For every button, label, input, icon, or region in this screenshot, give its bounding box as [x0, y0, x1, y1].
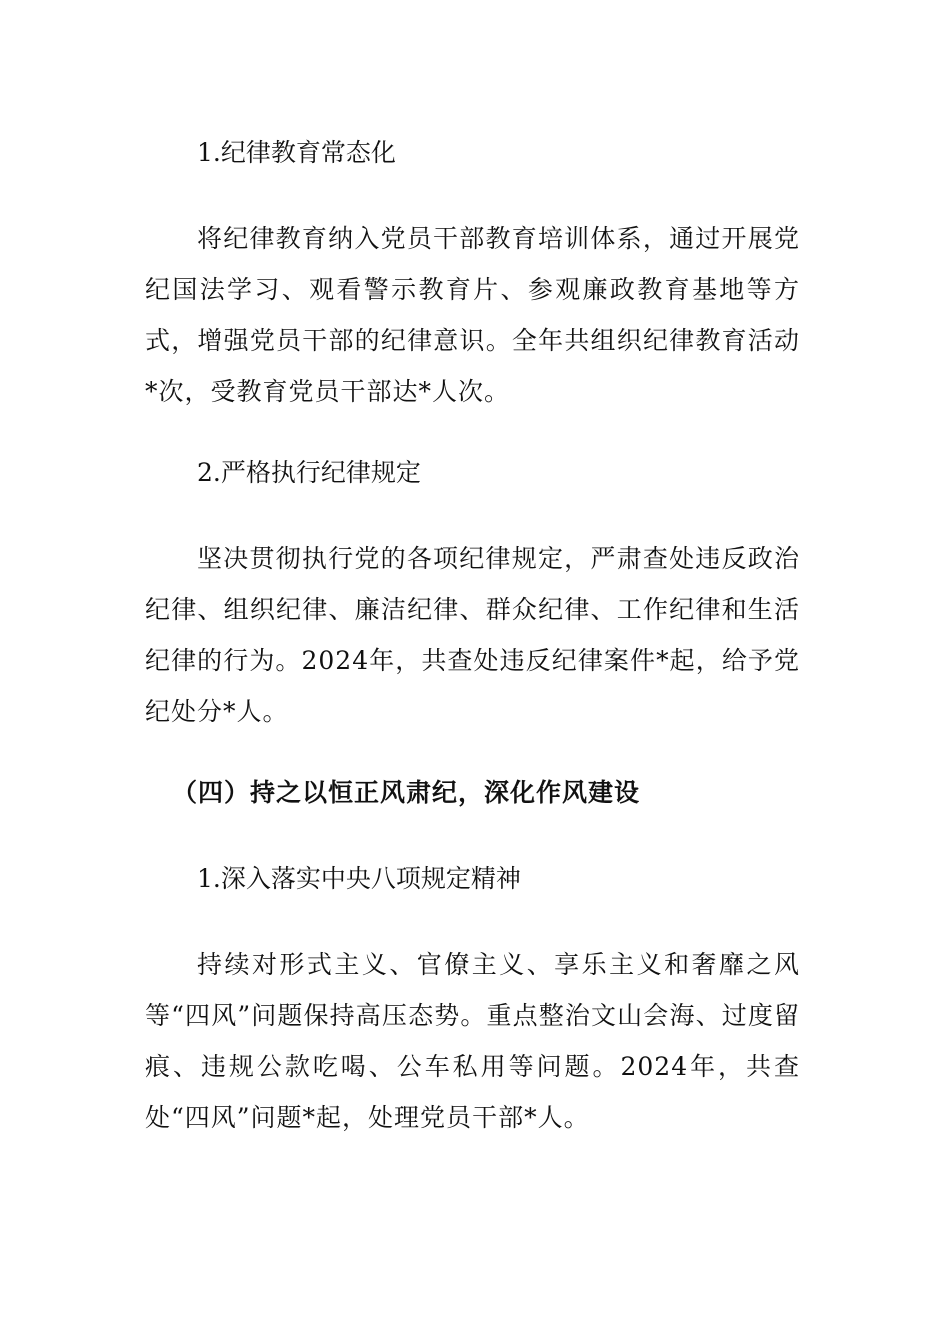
- section-heading-four: （四）持之以恒正风肃纪，深化作风建设: [172, 778, 641, 807]
- subheading-eight-rules: 1.深入落实中央八项规定精神: [197, 864, 521, 893]
- paragraph-eight-rules: 持续对形式主义、官僚主义、享乐主义和奢靡之风等“四风”问题保持高压态势。重点整治文山会海、过度留痕、违规公款吃喝、公车私用等问题。2024年，共查处“四风”问题*起，处理党员干部*人。: [145, 950, 800, 1132]
- paragraph-discipline-education: 将纪律教育纳入党员干部教育培训体系，通过开展党纪国法学习、观看警示教育片、参观廉政教育基地等方式，增强党员干部的纪律意识。全年共组织纪律教育活动*次，受教育党员干部达*人次。: [145, 224, 800, 406]
- subheading-discipline-education: 1.纪律教育常态化: [197, 138, 396, 167]
- paragraph-enforce-discipline: 坚决贯彻执行党的各项纪律规定，严肃查处违反政治纪律、组织纪律、廉洁纪律、群众纪律、工作纪律和生活纪律的行为。2024年，共查处违反纪律案件*起，给予党纪处分*人。: [145, 544, 800, 726]
- subheading-enforce-discipline: 2.严格执行纪律规定: [197, 458, 421, 487]
